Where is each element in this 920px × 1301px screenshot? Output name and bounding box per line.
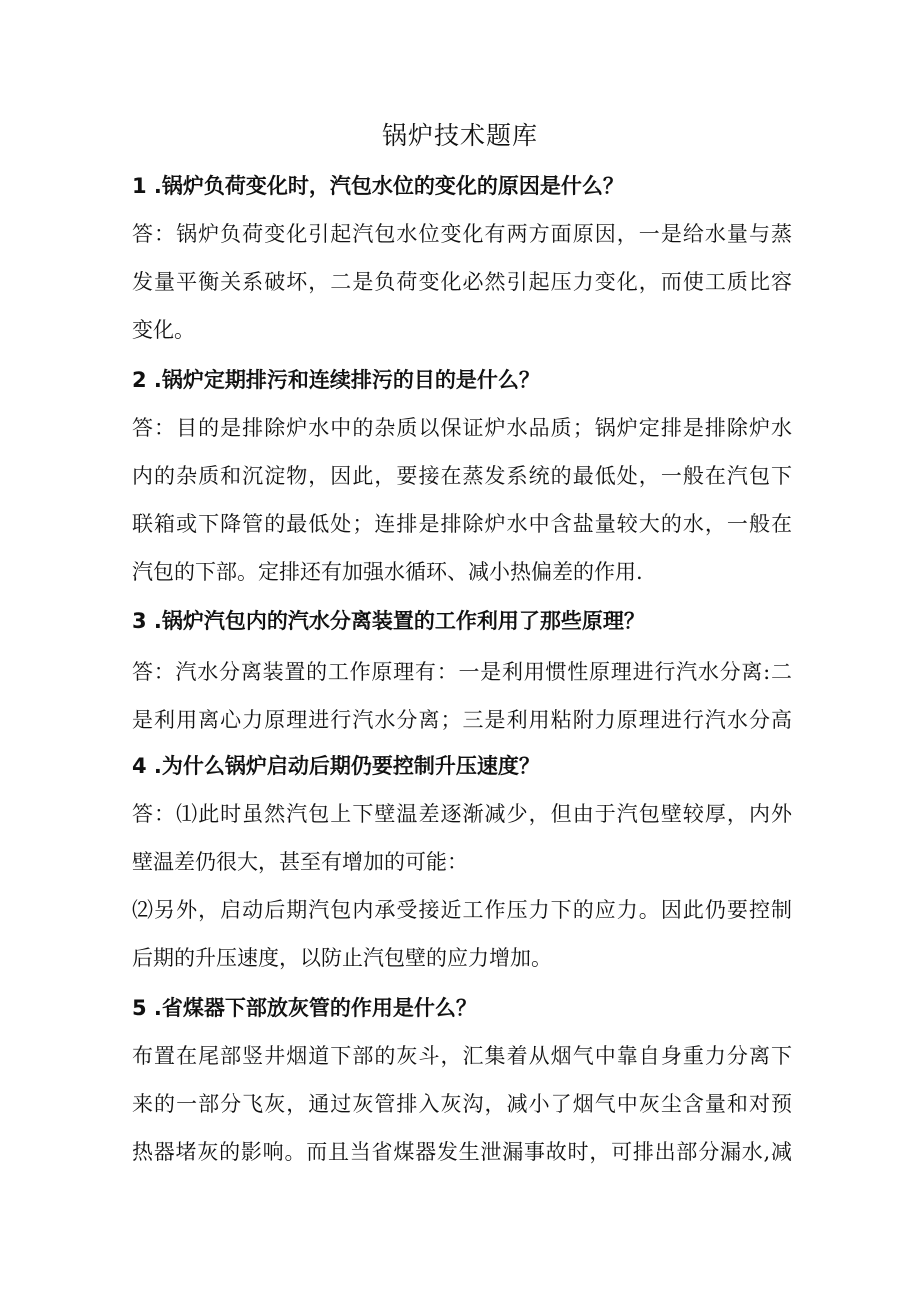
answer-line: 变化。 — [132, 318, 195, 342]
answer-line: 内的杂质和沉淀物，因此，要接在蒸发系统的最低处，一般在汽包下 — [132, 464, 792, 488]
answer-4 — [132, 790, 792, 982]
answer-line: 答：锅炉负荷变化引起汽包水位变化有两方面原因，一是给水量与蒸 — [132, 222, 792, 246]
answer-line: 热器堵灰的影响。而且当省煤器发生泄漏事故时，可排出部分漏水,减 — [132, 1140, 792, 1164]
answer-line: 联箱或下降管的最低处；连排是排除炉水中含盐量较大的水，一般在 — [132, 512, 792, 536]
answer-line: 汽包的下部。定排还有加强水循环、减小热偏差的作用. — [132, 560, 643, 584]
question-4: 4 .为什么锅炉启动后期仍要控制升压速度？ — [132, 754, 540, 778]
page-title: 锅炉技术题库 — [381, 121, 538, 150]
answer-line: 来的一部分飞灰，通过灰管排入灰沟，减小了烟气中灰尘含量和对预 — [132, 1092, 792, 1116]
question-2: 2 .锅炉定期排污和连续排污的目的是什么？ — [132, 368, 540, 392]
answer-3 — [132, 648, 792, 744]
answer-1 — [132, 210, 792, 354]
answer-line: 壁温差仍很大，甚至有增加的可能： — [132, 850, 468, 874]
answer-line: 布置在尾部竖井烟道下部的灰斗，汇集着从烟气中靠自身重力分离下 — [132, 1044, 792, 1068]
question-1: 1 .锅炉负荷变化时，汽包水位的变化的原因是什么？ — [132, 174, 624, 198]
answer-line: ⑵另外，启动后期汽包内承受接近工作压力下的应力。因此仍要控制 — [132, 898, 792, 922]
answer-line: 答：⑴此时虽然汽包上下壁温差逐渐减少，但由于汽包壁较厚，内外 — [132, 802, 792, 826]
answer-5 — [132, 1032, 792, 1176]
answer-2 — [132, 404, 792, 596]
question-3: 3 .锅炉汽包内的汽水分离装置的工作利用了那些原理？ — [132, 609, 645, 633]
answer-line: 答：汽水分离装置的工作原理有：一是利用惯性原理进行汽水分离:二 — [132, 660, 792, 684]
answer-line: 后期的升压速度，以防止汽包壁的应力增加。 — [132, 946, 552, 970]
answer-line: 发量平衡关系破坏，二是负荷变化必然引起压力变化，而使工质比容 — [132, 270, 792, 294]
answer-line: 答：目的是排除炉水中的杂质以保证炉水品质；锅炉定排是排除炉水 — [132, 416, 792, 440]
answer-line: 是利用离心力原理进行汽水分离；三是利用粘附力原理进行汽水分高 — [132, 708, 792, 732]
question-5: 5 .省煤器下部放灰管的作用是什么？ — [132, 996, 477, 1020]
